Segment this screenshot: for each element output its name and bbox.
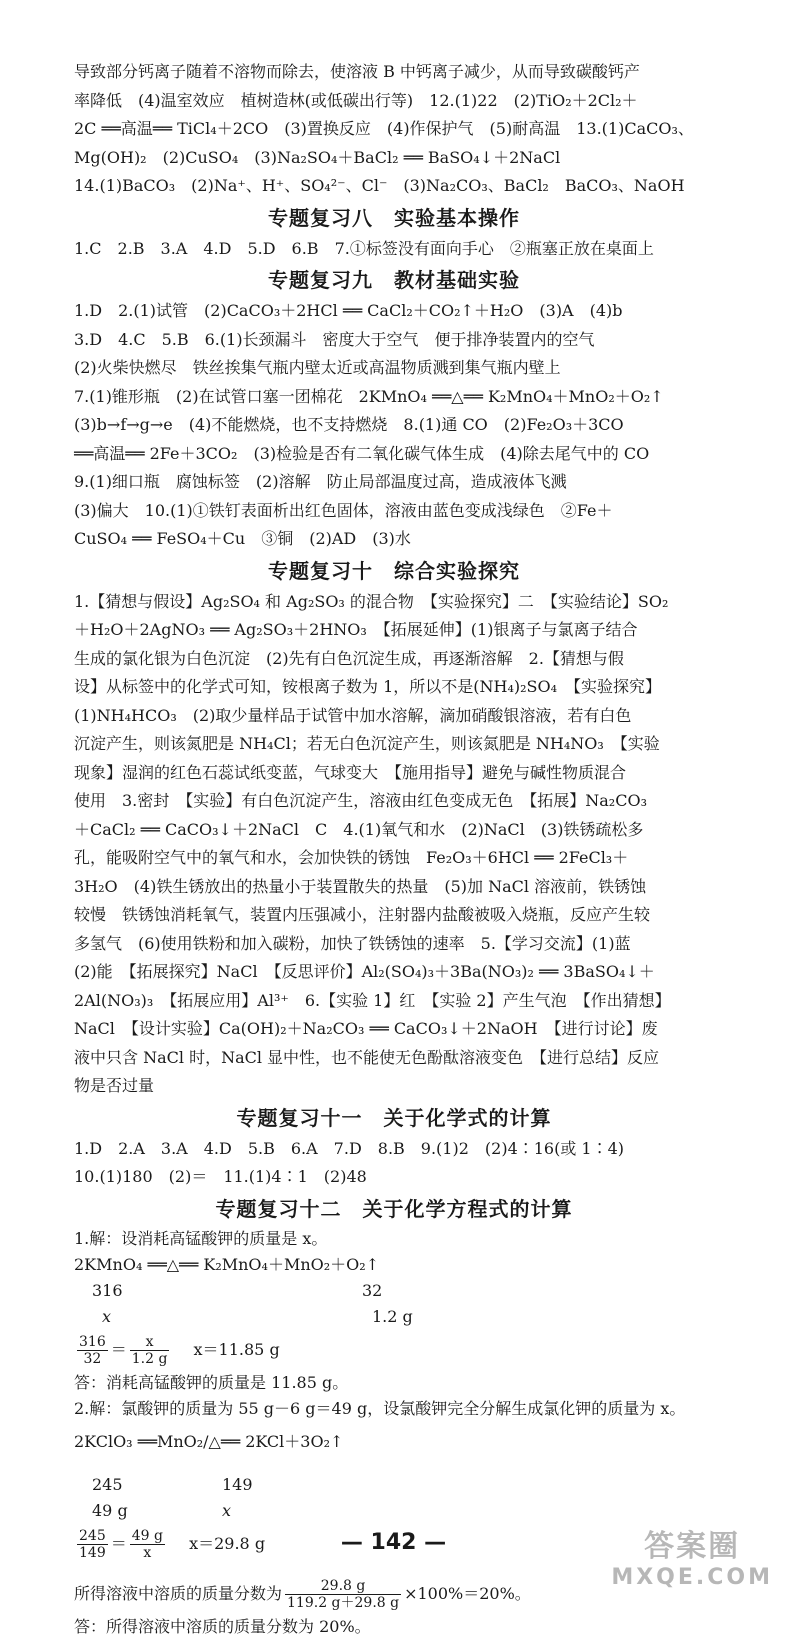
q1-equation: 2KMnO₄ ══△══ K₂MnO₄＋MnO₂＋O₂↑ xyxy=(74,1254,380,1274)
text-line: 使用 3.密封 【实验】有白色沉淀产生，溶液由红色变成无色 【拓展】Na₂CO₃ xyxy=(74,791,647,810)
text-line: 多氢气 (6)使用铁粉和加入碳粉，加快了铁锈蚀的速率 5.【学习交流】(1)蓝 xyxy=(74,933,631,953)
q2-mr-row xyxy=(74,1472,714,1498)
text-line: (2)能 【拓展探究】NaCl 【反思评价】Al₂(SO₄)₃＋3Ba(NO₃)₂ ══ 3BaSO₄↓＋ xyxy=(74,962,655,981)
section-11-title: 专题复习十一 关于化学式的计算 xyxy=(236,1105,552,1130)
q2-mr-right: 149 xyxy=(222,1474,253,1494)
q1-answer: 答：消耗高锰酸钾的质量是 11.85 g。 xyxy=(74,1372,349,1392)
q2-mass-suffix: ×100%＝20%。 xyxy=(404,1583,531,1603)
text-line: CuSO₄ ══ FeSO₄＋Cu ③铜 (2)AD (3)水 xyxy=(74,529,411,548)
text-line: (1)NH₄HCO₃ (2)取少量样品于试管中加水溶解，滴加硝酸银溶液，若有白色 xyxy=(74,705,632,725)
text-line: (2)火柴快燃尽 铁丝挨集气瓶内壁太近或高温物质溅到集气瓶内壁上 xyxy=(74,358,561,377)
text-line: (3)偏大 10.(1)①铁钉表面析出红色固体，溶液由蓝色变成浅绿色 ②Fe＋ xyxy=(74,500,613,520)
q1-var-right: 1.2 g xyxy=(372,1306,413,1326)
q2-mr-left: 245 xyxy=(92,1474,123,1494)
text-line: 1.C 2.B 3.A 4.D 5.D 6.B 7.①标签没有面向手心 ②瓶塞正放在桌面上 xyxy=(74,238,654,258)
q2-var-right: x xyxy=(222,1500,232,1520)
text-line: 7.(1)锥形瓶 (2)在试管口塞一团棉花 2KMnO₄ ══△══ K₂MnO₄＋MnO₂＋O₂↑ xyxy=(74,386,664,406)
calc-question-1 xyxy=(74,1226,714,1396)
q2-frac2: $\frac{49 g}{x}$ xyxy=(131,1527,163,1561)
text-line: 3.D 4.C 5.B 6.(1)长颈漏斗 密度大于空气 便于排净装置内的空气 xyxy=(74,329,595,349)
page-number: — 142 — xyxy=(340,1530,447,1555)
text-line: 导致部分钙离子随着不溶物而除去，使溶液 B 中钙离子减少，从而导致碳酸钙产 xyxy=(74,62,640,81)
q1-intro: 1.解：设消耗高锰酸钾的质量是 x。 xyxy=(74,1228,328,1248)
q1-frac1: $\frac{316}{32}$ xyxy=(79,1333,106,1367)
text-line: 14.(1)BaCO₃ (2)Na⁺、H⁺、SO₄²⁻、Cl⁻ (3)Na₂CO₃、BaCl₂ BaCO₃、NaOH xyxy=(74,176,685,195)
q1-var-row xyxy=(74,1304,714,1330)
text-line: 设】从标签中的化学式可知，铵根离子数为 1，所以不是(NH₄)₂SO₄ 【实验探究】 xyxy=(74,677,662,696)
text-line: 孔，能吸附空气中的氧气和水，会加快铁的锈蚀 Fe₂O₃＋6HCl ══ 2FeCl₃＋ xyxy=(74,848,629,867)
q2-mass-prefix: 所得溶液中溶质的质量分数为 xyxy=(74,1583,283,1603)
text-line: (3)b→f→g→e (4)不能燃烧，也不支持燃烧 8.(1)通 CO (2)Fe₂O₃＋3CO xyxy=(74,415,624,434)
top-continuation xyxy=(74,58,714,201)
text-line: ＋H₂O＋2AgNO₃ ══ Ag₂SO₃＋2HNO₃ 【拓展延伸】(1)银离子与氯离子结合 xyxy=(74,620,638,639)
text-line: 率降低 (4)温室效应 植树造林(或低碳出行等) 12.(1)22 (2)TiO₂＋2Cl₂＋ xyxy=(74,90,638,110)
text-line: 现象】湿润的红色石蕊试纸变蓝，气球变大 【施用指导】避免与碱性物质混合 xyxy=(74,762,627,782)
text-line: 生成的氯化银为白色沉淀 (2)先有白色沉淀生成，再逐渐溶解 2.【猜想与假 xyxy=(74,648,624,668)
q2-equation: 2KClO₃ ══MnO₂/△══ 2KCl＋3O₂↑ xyxy=(74,1431,344,1451)
q2-answer: 答：所得溶液中溶质的质量分数为 20%。 xyxy=(74,1616,371,1636)
text-line: 1.D 2.A 3.A 4.D 5.B 6.A 7.D 8.B 9.(1)2 (2)4∶16(或 1∶4) xyxy=(74,1138,625,1158)
section-10-title: 专题复习十 综合实验探究 xyxy=(268,558,520,583)
text-line: 2Al(NO₃)₃ 【拓展应用】Al³⁺ 6.【实验 1】红 【实验 2】产生气泡 【作出猜想】 xyxy=(74,990,671,1010)
q1-result: x＝11.85 g xyxy=(193,1339,280,1359)
text-line: 1.D 2.(1)试管 (2)CaCO₃＋2HCl ══ CaCl₂＋CO₂↑＋H₂O (3)A (4)b xyxy=(74,301,623,320)
watermark-logo-text: 答案圈 xyxy=(644,1529,741,1564)
text-line: ＋CaCl₂ ══ CaCO₃↓＋2NaCl C 4.(1)氧气和水 (2)NaCl (3)铁锈疏松多 xyxy=(74,819,644,839)
q2-result: x＝29.8 g xyxy=(189,1533,266,1553)
q2-proportion: $\frac{245}{149}$ ＝ $\frac{49 g}{x}$ x＝29.8 g xyxy=(79,1527,266,1561)
answer-page xyxy=(74,58,714,1640)
text-line: 液中只含 NaCl 时，NaCl 显中性，也不能使无色酚酞溶液变色 【进行总结】反应 xyxy=(74,1047,660,1067)
text-line: 9.(1)细口瓶 腐蚀标签 (2)溶解 防止局部温度过高，造成液体飞溅 xyxy=(74,472,567,491)
text-line: 较慢 铁锈蚀消耗氧气，装置内压强减小，注射器内盐酸被吸入烧瓶，反应产生较 xyxy=(74,905,651,924)
text-line: 10.(1)180 (2)＝ 11.(1)4∶1 (2)48 xyxy=(74,1167,367,1186)
text-line: 2C ══高温══ TiCl₄＋2CO (3)置换反应 (4)作保护气 (5)耐高温 13.(1)CaCO₃、 xyxy=(74,119,694,138)
q1-mr-right: 32 xyxy=(362,1280,383,1300)
site-watermark xyxy=(611,1521,773,1590)
watermark-url: MXQE.COM xyxy=(611,1565,773,1590)
q1-mr-row xyxy=(74,1278,714,1304)
text-line: 3H₂O (4)铁生锈放出的热量小于装置散失的热量 (5)加 NaCl 溶液前，铁锈蚀 xyxy=(74,876,647,896)
q2-intro: 2.解：氯酸钾的质量为 55 g－6 g＝49 g，设氯酸钾完全分解生成氯化钾的质量为 x。 xyxy=(74,1398,686,1418)
text-line: 物是否过量 xyxy=(74,1076,155,1095)
section-12-title: 专题复习十二 关于化学方程式的计算 xyxy=(215,1196,573,1221)
q2-mass-frac: $\frac{29.8 g}{119.2 g+29.8 g}$ xyxy=(287,1577,400,1611)
text-line: Mg(OH)₂ (2)CuSO₄ (3)Na₂SO₄＋BaCl₂ ══ BaSO₄↓＋2NaCl xyxy=(74,147,561,167)
q1-frac2: $\frac{x}{1.2 g}$ xyxy=(131,1333,168,1367)
q2-var-left: 49 g xyxy=(92,1500,128,1520)
calc-question-2 xyxy=(74,1396,714,1640)
q1-mr-left: 316 xyxy=(92,1280,123,1300)
q1-proportion: $\frac{316}{32}$ ＝ $\frac{x}{1.2 g}$ x＝11.85 g xyxy=(79,1333,280,1367)
section-8-title: 专题复习八 实验基本操作 xyxy=(268,205,520,230)
section-9-title: 专题复习九 教材基础实验 xyxy=(268,268,520,292)
text-line: NaCl 【设计实验】Ca(OH)₂＋Na₂CO₃ ══ CaCO₃↓＋2NaOH 【进行讨论】废 xyxy=(74,1019,658,1038)
q1-var-left: x xyxy=(102,1306,112,1326)
text-line: ══高温══ 2Fe＋3CO₂ (3)检验是否有二氧化碳气体生成 (4)除去尾气中的 CO xyxy=(74,443,650,463)
q2-var-row xyxy=(74,1498,714,1524)
text-line: 沉淀产生，则该氮肥是 NH₄Cl；若无白色沉淀产生，则该氮肥是 NH₄NO₃ 【实验 xyxy=(74,734,660,753)
q2-frac1: $\frac{245}{149}$ xyxy=(79,1527,106,1561)
text-line: 1.【猜想与假设】Ag₂SO₄ 和 Ag₂SO₃ 的混合物 【实验探究】二 【实验结论】SO₂ xyxy=(74,591,669,611)
